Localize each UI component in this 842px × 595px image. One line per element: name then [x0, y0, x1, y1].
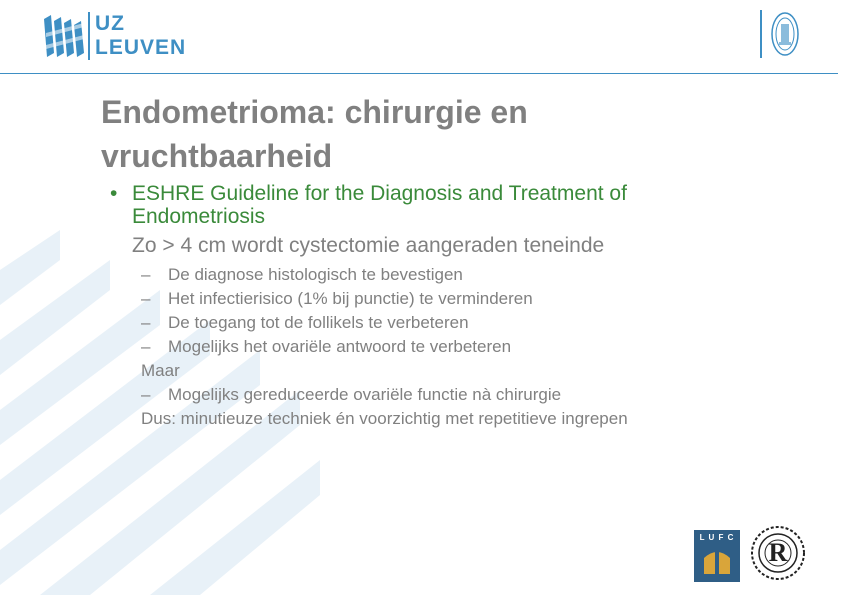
- list-item: [141, 311, 628, 335]
- slide-title: [101, 90, 761, 178]
- list-item: [141, 335, 628, 359]
- slide-title-line-2: vruchtbaarheid: [101, 138, 333, 174]
- ku-leuven-seal-icon: [770, 10, 800, 58]
- list-dash: –: [141, 385, 151, 404]
- uz-leuven-logo-icon: [42, 13, 86, 59]
- list-item-text: Mogelijks gereduceerde ovariële functie nà chirurgie: [168, 385, 562, 404]
- logo-line-leuven: LEUVEN: [95, 36, 187, 59]
- iso-mark: R: [768, 538, 788, 567]
- subheading: Zo > 4 cm wordt cystectomie aangeraden teneinde: [132, 234, 605, 257]
- sub-list: [141, 263, 628, 431]
- header-rule: [0, 73, 838, 74]
- bullet-text: [132, 182, 627, 228]
- list-dash: –: [141, 265, 151, 284]
- header-divider: [760, 10, 762, 58]
- list-item: [141, 263, 628, 287]
- list-dash: –: [141, 289, 151, 308]
- list-item: [141, 287, 628, 311]
- bullet-line-1: ESHRE Guideline for the Diagnosis and Treatment of: [132, 182, 627, 205]
- list-item-text: Het infectierisico (1% bij punctie) te verminderen: [168, 289, 533, 308]
- bullet-symbol: •: [110, 182, 118, 205]
- lufc-logo: [694, 530, 740, 582]
- conclusion-text: Dus: minutieuze techniek én voorzichtig met repetitieve ingrepen: [141, 409, 628, 428]
- slide-title-line-1: Endometrioma: chirurgie en: [101, 94, 528, 130]
- lufc-label: L U F C: [699, 533, 735, 542]
- list-item-text: De diagnose histologisch te bevestigen: [168, 265, 463, 284]
- bullet-line-2: Endometriosis: [132, 205, 266, 228]
- list-item-text: Mogelijks het ovariële antwoord te verbeteren: [168, 337, 512, 356]
- logo-line-uz: UZ: [95, 12, 125, 35]
- list-item-text: De toegang tot de follikels te verbeteren: [168, 313, 469, 332]
- uz-leuven-wordmark: [95, 12, 186, 60]
- list-item: [141, 383, 628, 407]
- lufc-emblem-icon: [694, 530, 740, 582]
- list-dash: –: [141, 337, 151, 356]
- list-dash: –: [141, 313, 151, 332]
- maar-label: Maar: [141, 361, 180, 380]
- logo-separator: [88, 12, 90, 60]
